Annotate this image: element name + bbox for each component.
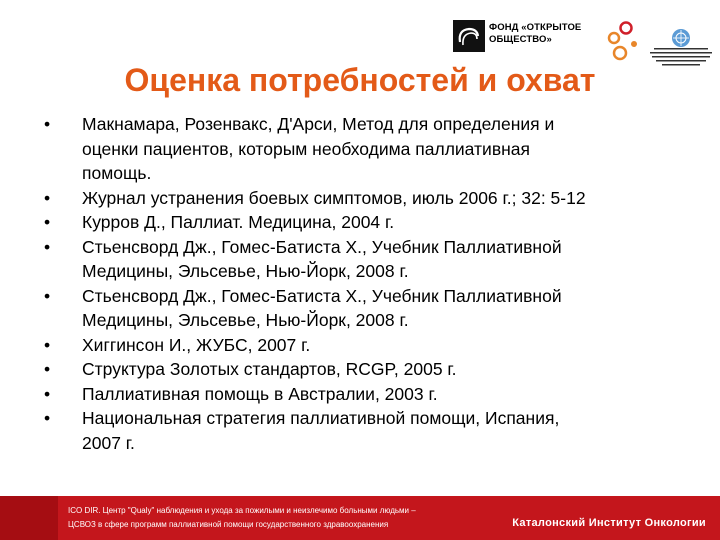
bullet-icon: • <box>44 114 51 134</box>
footer-org-text <box>68 504 416 532</box>
footer-bar <box>0 496 720 540</box>
reference-item <box>44 284 684 333</box>
osf-logo-line-1: ФОНД «ОТКРЫТОЕ <box>489 22 582 33</box>
open-society-logo <box>453 20 581 52</box>
bullet-icon: • <box>44 285 51 306</box>
bullet-icon: • <box>44 359 51 379</box>
reference-text: Национальная стратегия паллиативной помощи, Испания, <box>82 408 560 428</box>
bullet-icon: • <box>44 212 51 232</box>
osf-logo-text <box>489 22 581 46</box>
bullet-icon: • <box>44 408 51 428</box>
reference-item <box>44 382 684 407</box>
reference-text: Стьенсворд Дж., Гомес-Батиста Х., Учебник Паллиативной <box>82 285 562 306</box>
osf-logo-line-2: ОБЩЕСТВО» <box>489 34 552 45</box>
reference-item <box>44 210 684 235</box>
reference-item <box>44 406 684 455</box>
reference-text: Медицины, Эльсевье, Нью-Йорк, 2008 г. <box>82 261 409 281</box>
reference-text: Структура Золотых стандартов, RCGP, 2005 г. <box>82 359 457 379</box>
references-list <box>44 112 684 455</box>
footer-line-1: ICO DIR. Центр "Qualy" наблюдения и ухода за пожилыми и неизлечимо больными людьми – <box>68 506 416 515</box>
reference-text: Курров Д., Паллиат. Медицина, 2004 г. <box>82 212 395 232</box>
bullet-icon: • <box>44 236 51 257</box>
footer-institute-name: Каталонский Институт Онкологии <box>512 517 706 529</box>
reference-item <box>44 112 684 186</box>
osf-emblem-icon <box>453 20 485 52</box>
qualy-circles-logo-icon <box>604 20 646 64</box>
reference-text: 2007 г. <box>82 432 135 453</box>
reference-text: Стьенсворд Дж., Гомес-Батиста Х., Учебник Паллиативной <box>82 236 562 257</box>
page-title: Оценка потребностей и охват <box>124 62 596 98</box>
reference-text: Макнамара, Розенвакс, Д'Арси, Метод для определения и <box>82 114 555 134</box>
reference-text: Паллиативная помощь в Австралии, 2003 г. <box>82 383 438 404</box>
reference-item <box>44 357 684 382</box>
reference-text: Хиггинсон И., ЖУБС, 2007 г. <box>82 334 311 355</box>
reference-item <box>44 186 684 211</box>
bullet-icon: • <box>44 187 51 208</box>
footer-accent-block <box>0 496 58 540</box>
reference-text: Журнал устранения боевых симптомов, июль 2006 г.; 32: 5-12 <box>82 187 586 208</box>
reference-item <box>44 235 684 284</box>
footer-line-2: ЦСВОЗ в сфере программ паллиативной помощи государственного здравоохранения <box>68 520 389 529</box>
reference-text: помощь. <box>82 163 152 183</box>
reference-text: оценки пациентов, которым необходима паллиативная <box>82 138 530 159</box>
bullet-icon: • <box>44 334 51 355</box>
reference-item <box>44 333 684 358</box>
bullet-icon: • <box>44 383 51 404</box>
reference-text: Медицины, Эльсевье, Нью-Йорк, 2008 г. <box>82 310 409 330</box>
